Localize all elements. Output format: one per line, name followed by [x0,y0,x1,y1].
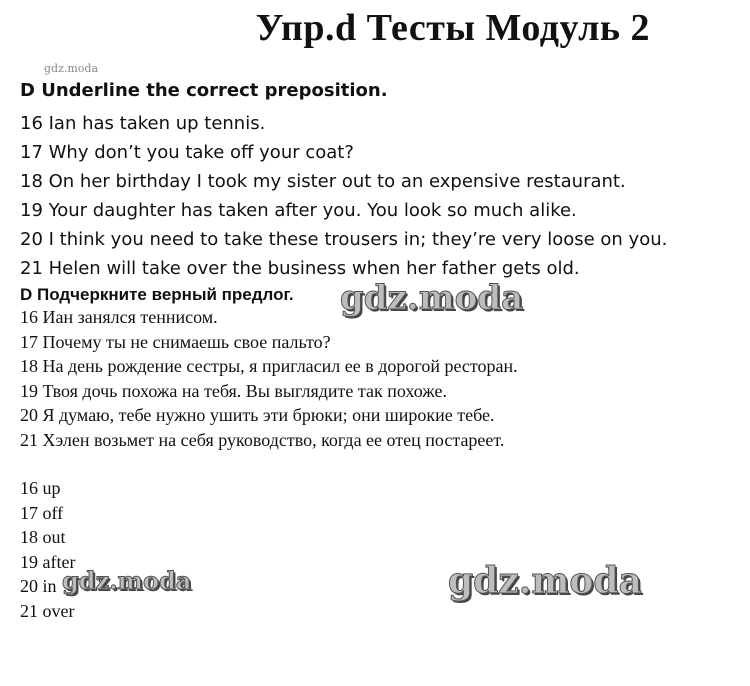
english-sentence-21: 21 Helen will take over the business when her father gets old. [20,258,580,279]
russian-task-heading: D Подчеркните верный предлог. [20,285,294,304]
watermark-small: gdz.moda [44,62,99,75]
answer-19: 19 after [20,551,76,572]
russian-sentence-21: 21 Хэлен возьмет на себя руководство, когда ее отец постареет. [20,429,505,450]
watermark-logo: gdz.moda [62,566,192,595]
answer-20: 20 in [20,576,57,596]
answer-18: 18 out [20,527,66,547]
english-sentence-19: 19 Your daughter has taken after you. You look so much alike. [20,200,577,221]
watermark-logo: gdz.moda [448,560,642,602]
russian-sentence-list [20,305,518,452]
english-sentence-18: 18 On her birthday I took my sister out to an expensive restaurant. [20,171,626,192]
english-sentence-17: 17 Why don’t you take off your coat? [20,142,354,163]
russian-sentence-19: 19 Твоя дочь похожа на тебя. Вы выглядите так похоже. [20,380,447,401]
answer-list [20,476,75,623]
answer-17: 17 off [20,502,64,523]
english-sentence-list [20,109,667,283]
russian-sentence-16: 16 Иан занялся теннисом. [20,307,218,327]
russian-sentence-18: 18 На день рождение сестры, я пригласил ее в дорогой ресторан. [20,356,518,376]
answer-16: 16 up [20,478,61,498]
russian-sentence-17: 17 Почему ты не снимаешь свое пальто? [20,331,331,352]
english-sentence-16: 16 Ian has taken up tennis. [20,113,266,134]
answer-21: 21 over [20,600,75,621]
english-sentence-20: 20 I think you need to take these trousers in; they’re very loose on you. [20,229,668,250]
english-task-heading: D Underline the correct preposition. [20,80,388,101]
russian-sentence-20: 20 Я думаю, тебе нужно ушить эти брюки; они широкие тебе. [20,405,495,425]
watermark-logo: gdz.moda [340,278,524,318]
page-title: Упр.d Тесты Модуль 2 [255,7,650,49]
